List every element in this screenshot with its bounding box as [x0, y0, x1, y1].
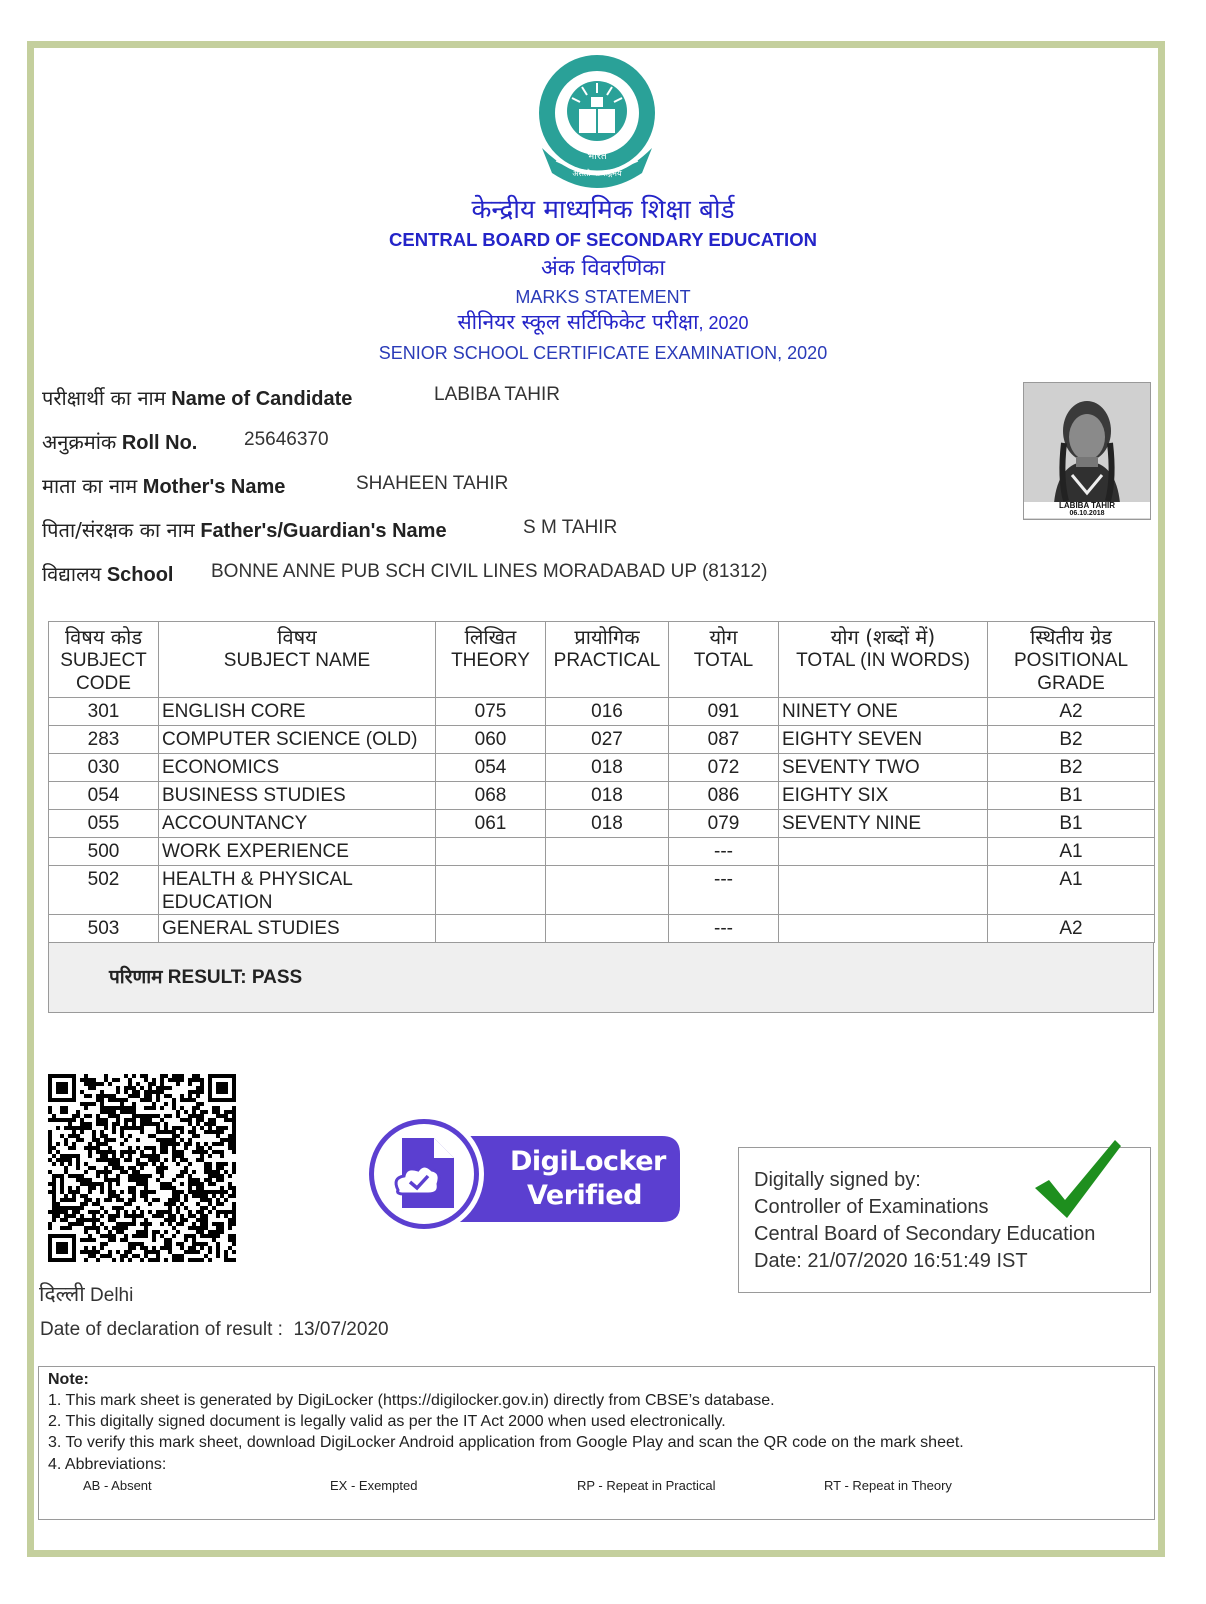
statement-title-hindi: अंक विवरणिका [540, 256, 666, 281]
abbreviation-item: RT - Repeat in Theory [824, 1478, 952, 1493]
green-checkmark-icon [1029, 1136, 1129, 1226]
cell-practical [546, 866, 669, 915]
cell-subject: ENGLISH CORE [159, 698, 436, 726]
cell-subject: BUSINESS STUDIES [159, 782, 436, 810]
cbse-logo [534, 53, 660, 193]
result-value: PASS [251, 967, 303, 988]
father-name-value: S M TAHIR [523, 517, 618, 538]
cell-code: 500 [49, 838, 159, 866]
cell-grade: A1 [988, 866, 1155, 915]
cell-total: --- [669, 838, 779, 866]
cell-theory [436, 915, 546, 943]
cell-total: 087 [669, 726, 779, 754]
cell-practical: 018 [546, 754, 669, 782]
cell-practical: 018 [546, 810, 669, 838]
table-row [49, 866, 1155, 915]
place: दिल्ली Delhi [39, 1282, 134, 1306]
table-row [49, 915, 1155, 943]
photo-date: 06.10.2018 [1024, 510, 1150, 518]
cell-practical [546, 838, 669, 866]
candidate-name-label: परीक्षार्थी का नाम Name of Candidate [42, 386, 353, 410]
cell-total-words [779, 915, 988, 943]
result-text: परिणाम RESULT: PASS [109, 966, 303, 988]
cell-total: 091 [669, 698, 779, 726]
header-positional-grade: स्थितीय ग्रेड POSITIONAL GRADE [988, 622, 1155, 698]
cell-total: 086 [669, 782, 779, 810]
board-name-hindi: केन्द्रीय माध्यमिक शिक्षा बोर्ड [471, 195, 735, 225]
board-name-english: CENTRAL BOARD OF SECONDARY EDUCATION [389, 229, 817, 250]
exam-title-hindi-text: सीनियर स्कूल सर्टिफिकेट परीक्षा [457, 310, 699, 334]
table-header-row [49, 622, 1155, 698]
school-value: BONNE ANNE PUB SCH CIVIL LINES MORADABAD UP (81312) [211, 561, 768, 582]
header-practical: प्रायोगिक PRACTICAL [546, 622, 669, 698]
table-row [49, 726, 1155, 754]
cell-grade: A2 [988, 915, 1155, 943]
marks-table [48, 621, 1155, 943]
digilocker-verified-badge [362, 1110, 682, 1230]
roll-number-label: अनुक्रमांक Roll No. [42, 430, 198, 454]
header-subject-name: विषय SUBJECT NAME [159, 622, 436, 698]
result-box [48, 943, 1154, 1013]
cell-total-words: NINETY ONE [779, 698, 988, 726]
cell-theory: 068 [436, 782, 546, 810]
notes-title: Note: [48, 1371, 89, 1388]
cell-subject: ACCOUNTANCY [159, 810, 436, 838]
signature-date: Date: 21/07/2020 16:51:49 IST [754, 1250, 1028, 1272]
cell-theory: 061 [436, 810, 546, 838]
logo-country-text: भारत [587, 151, 607, 162]
signature-line1: Digitally signed by: [754, 1169, 921, 1191]
cell-subject: ECONOMICS [159, 754, 436, 782]
cell-practical: 027 [546, 726, 669, 754]
cell-total-words: EIGHTY SIX [779, 782, 988, 810]
statement-title-english: MARKS STATEMENT [515, 287, 691, 307]
father-name-label: पिता/संरक्षक का नाम Father's/Guardian's Name [42, 518, 447, 542]
note-item: 2. This digitally signed document is legally valid as per the IT Act 2000 when used electronically. [48, 1413, 726, 1430]
cell-code: 283 [49, 726, 159, 754]
header-theory: लिखित THEORY [436, 622, 546, 698]
cell-theory: 075 [436, 698, 546, 726]
cell-total-words: SEVENTY NINE [779, 810, 988, 838]
cell-total: 079 [669, 810, 779, 838]
cell-total-words: EIGHTY SEVEN [779, 726, 988, 754]
exam-year-suffix: , 2020 [698, 313, 749, 333]
cell-total: --- [669, 866, 779, 915]
logo-motto-text: असतो मा सद्गमय [572, 169, 622, 178]
cell-grade: B2 [988, 726, 1155, 754]
header-total-in-words: योग (शब्दों में) TOTAL (IN WORDS) [779, 622, 988, 698]
cell-total-words [779, 838, 988, 866]
cell-theory: 054 [436, 754, 546, 782]
cell-code: 054 [49, 782, 159, 810]
cell-total-words [779, 866, 988, 915]
cell-grade: A2 [988, 698, 1155, 726]
mother-name-label: माता का नाम Mother's Name [42, 474, 286, 498]
cell-subject: COMPUTER SCIENCE (OLD) [159, 726, 436, 754]
declaration-date: Date of declaration of result : 13/07/2020 [40, 1319, 389, 1340]
cell-code: 055 [49, 810, 159, 838]
qr-code[interactable] [48, 1074, 236, 1262]
note-item: 4. Abbreviations: [48, 1456, 167, 1473]
photo-caption: LABIBA TAHIR [1024, 502, 1150, 510]
cell-practical [546, 915, 669, 943]
badge-line1: DigiLocker [510, 1146, 666, 1177]
cell-code: 503 [49, 915, 159, 943]
cell-subject: HEALTH & PHYSICAL EDUCATION [159, 866, 436, 915]
cell-theory: 060 [436, 726, 546, 754]
cell-code: 502 [49, 866, 159, 915]
candidate-name-value: LABIBA TAHIR [434, 384, 561, 405]
table-row [49, 754, 1155, 782]
abbreviation-item: AB - Absent [83, 1478, 152, 1493]
cell-practical: 018 [546, 782, 669, 810]
cell-grade: B1 [988, 782, 1155, 810]
header-subject-code: विषय कोड SUBJECT CODE [49, 622, 159, 698]
abbreviation-item: EX - Exempted [330, 1478, 418, 1493]
cell-practical: 016 [546, 698, 669, 726]
note-item: 1. This mark sheet is generated by DigiLocker (https://digilocker.gov.in) directly from CBSE’s database. [48, 1392, 775, 1409]
abbreviation-item: RP - Repeat in Practical [577, 1478, 716, 1493]
note-item: 3. To verify this mark sheet, download DigiLocker Android application from Google Play and scan the QR code on the mark sheet. [48, 1434, 964, 1451]
cell-code: 301 [49, 698, 159, 726]
table-row [49, 810, 1155, 838]
cell-grade: A1 [988, 838, 1155, 866]
cell-grade: B1 [988, 810, 1155, 838]
header-total: योग TOTAL [669, 622, 779, 698]
cell-total: 072 [669, 754, 779, 782]
roll-number-value: 25646370 [244, 429, 329, 450]
digital-signature-box[interactable] [738, 1147, 1151, 1293]
exam-title-hindi [0, 308, 1206, 336]
exam-title-english: SENIOR SCHOOL CERTIFICATE EXAMINATION, 2020 [378, 343, 828, 363]
cell-grade: B2 [988, 754, 1155, 782]
cell-total: --- [669, 915, 779, 943]
table-row [49, 698, 1155, 726]
signature-line3: Central Board of Secondary Education [754, 1223, 1096, 1245]
signature-line2: Controller of Examinations [754, 1196, 989, 1218]
mother-name-value: SHAHEEN TAHIR [356, 473, 509, 494]
cell-total-words: SEVENTY TWO [779, 754, 988, 782]
notes-box [38, 1366, 1155, 1520]
cell-theory [436, 866, 546, 915]
candidate-photo [1023, 382, 1151, 520]
school-label: विद्यालय School [42, 562, 174, 586]
cell-subject: WORK EXPERIENCE [159, 838, 436, 866]
badge-line2: Verified [527, 1180, 642, 1211]
cell-subject: GENERAL STUDIES [159, 915, 436, 943]
table-row [49, 782, 1155, 810]
table-row [49, 838, 1155, 866]
cell-code: 030 [49, 754, 159, 782]
cell-theory [436, 838, 546, 866]
